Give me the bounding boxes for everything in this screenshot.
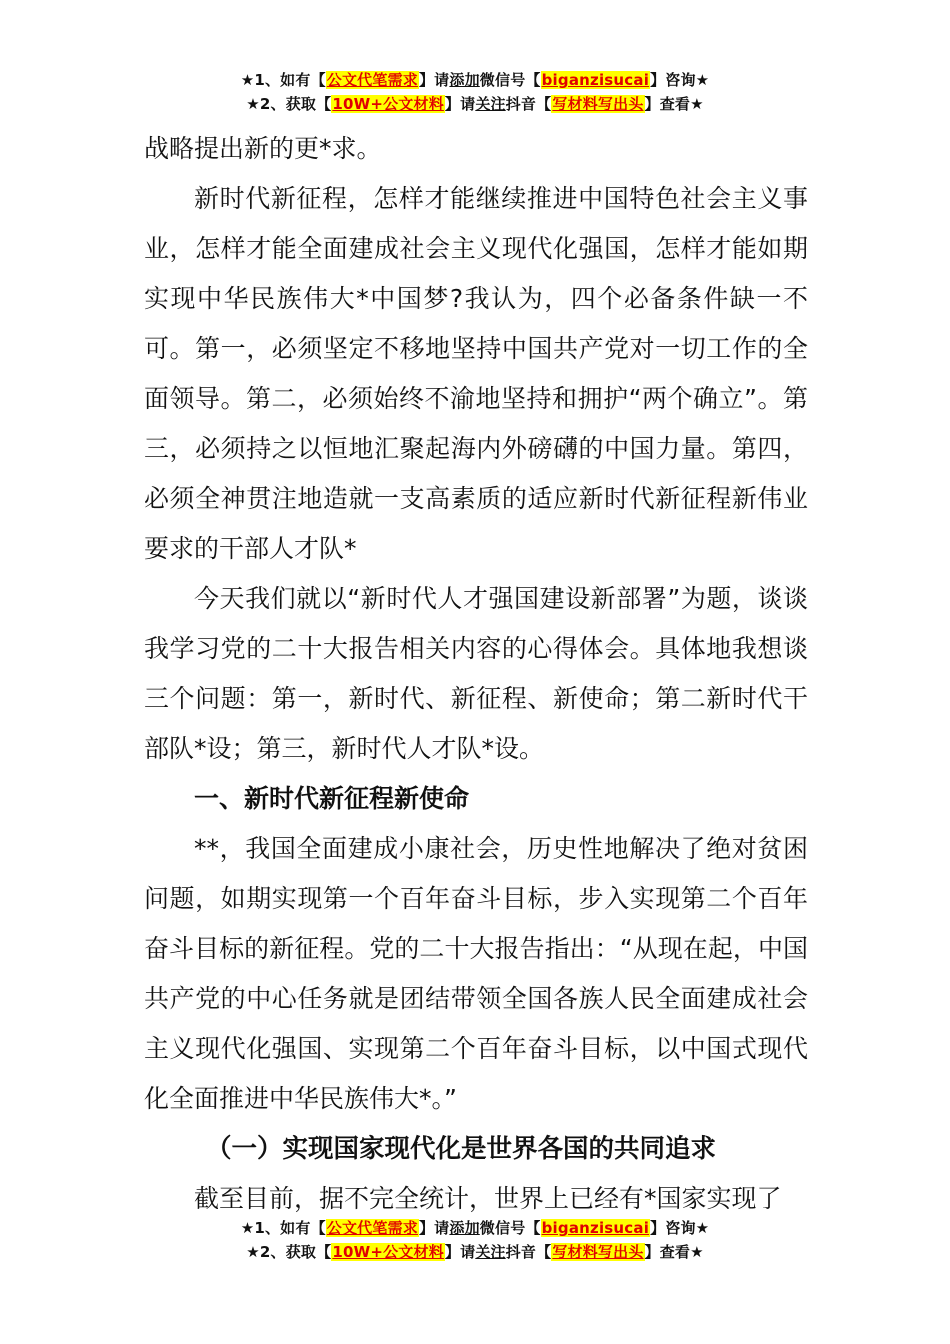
promo-text: 微信号【	[479, 71, 541, 89]
promo-text: 】请	[444, 95, 476, 113]
paragraph: 新时代新征程，怎样才能继续推进中国特色社会主义事业，怎样才能全面建成社会主义现代化强国，怎样才能如期实现中华民族伟大*中国梦?我认为，四个必备条件缺一不可。第一，必须坚定不移地坚持中国共产党对一切工作的全面领导。第二，必须始终不渝地坚持和拥护“两个确立”。第三，必须持之以恒地汇聚起海内外磅礴的中国力量。第四，必须全神贯注地造就一支高素质的适应新时代新征程新伟业要求的干部人才队*	[144, 184, 808, 563]
paragraph-continuation: 战略提出新的更*求。	[144, 134, 382, 163]
promo-text: 】咨询★	[650, 1219, 710, 1237]
promo-douyin-id: 写材料写出头	[552, 1243, 644, 1261]
promo-underlined: 关注	[475, 1243, 506, 1261]
promo-wechat-id: biganzisucai	[541, 71, 650, 89]
paragraph: 今天我们就以“新时代人才强国建设新部署”为题，谈谈我学习党的二十大报告相关内容的心得体会。具体地我想谈三个问题：第一，新时代、新征程、新使命；第二新时代干部队*设；第三，新时代人才队*设。	[144, 584, 808, 763]
promo-highlight: 10W+公文材料	[332, 1243, 444, 1261]
promo-highlight: 10W+公文材料	[332, 95, 444, 113]
promo-text: ★1、如有【	[240, 1219, 326, 1237]
promo-text: ★2、获取【	[246, 95, 332, 113]
promo-douyin-id: 写材料写出头	[552, 95, 644, 113]
promo-text: 抖音【	[505, 95, 552, 113]
promo-highlight: 公文代笔需求	[326, 1219, 418, 1237]
promo-text: 】查看★	[644, 1243, 704, 1261]
bottom-promo-banner	[0, 1216, 950, 1264]
promo-line-2	[0, 92, 950, 116]
promo-text: 微信号【	[479, 1219, 541, 1237]
promo-line-1	[0, 1216, 950, 1240]
promo-underlined: 添加	[449, 71, 480, 89]
promo-text: 】咨询★	[650, 71, 710, 89]
promo-highlight: 公文代笔需求	[326, 71, 418, 89]
promo-underlined: 关注	[475, 95, 506, 113]
document-body	[144, 124, 808, 1224]
promo-text: 】请	[444, 1243, 476, 1261]
promo-line-2	[0, 1240, 950, 1264]
promo-text: 抖音【	[505, 1243, 552, 1261]
promo-line-1	[0, 68, 950, 92]
section-heading: 一、新时代新征程新使命	[194, 784, 470, 813]
promo-wechat-id: biganzisucai	[541, 1219, 650, 1237]
promo-text: 】请	[418, 71, 450, 89]
paragraph: 截至目前，据不完全统计，世界上已经有*国家实现了	[194, 1184, 782, 1213]
promo-text: 】请	[418, 1219, 450, 1237]
subsection-heading: （一）实现国家现代化是世界各国的共同追求	[206, 1134, 717, 1164]
paragraph: **，我国全面建成小康社会，历史性地解决了绝对贫困问题，如期实现第一个百年奋斗目标，步入实现第二个百年奋斗目标的新征程。党的二十大报告指出：“从现在起，中国共产党的中心任务就是团结带领全国各族人民全面建成社会主义现代化强国、实现第二个百年奋斗目标，以中国式现代化全面推进中华民族伟大*。”	[144, 834, 808, 1113]
top-promo-banner	[0, 68, 950, 116]
promo-text: ★1、如有【	[240, 71, 326, 89]
promo-text: 】查看★	[644, 95, 704, 113]
promo-underlined: 添加	[449, 1219, 480, 1237]
promo-text: ★2、获取【	[246, 1243, 332, 1261]
